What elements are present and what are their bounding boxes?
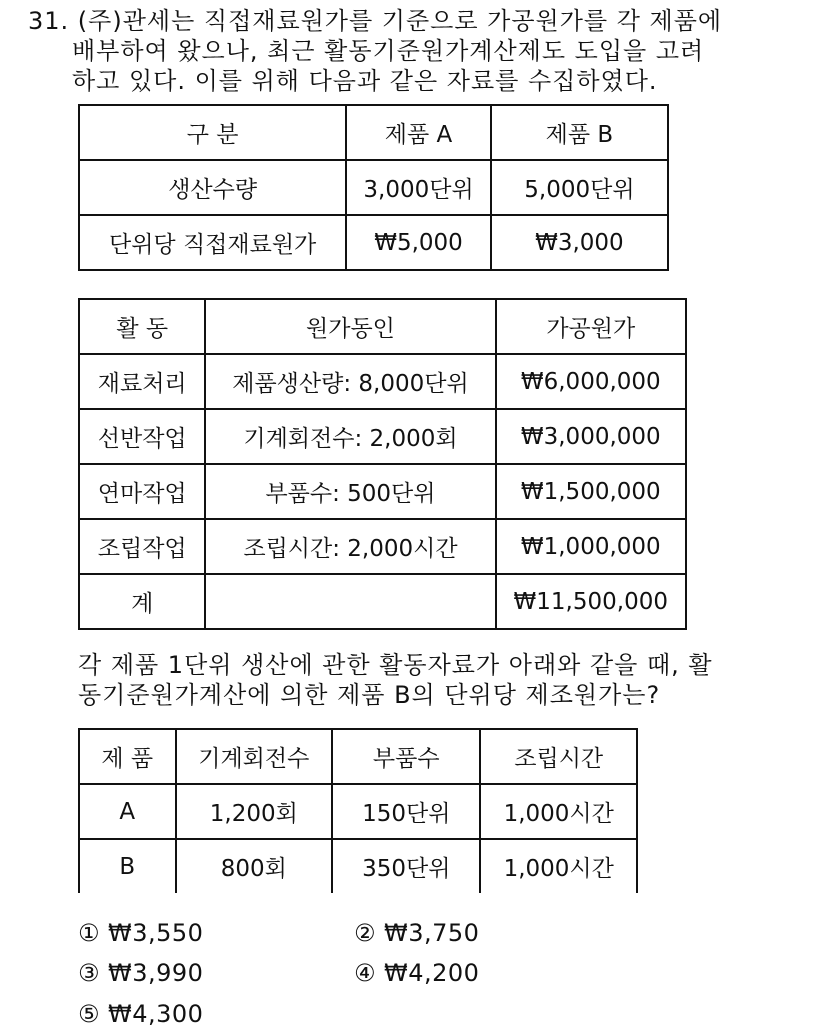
table-header-cell: 제품 A bbox=[346, 105, 491, 160]
table-cell: ₩1,500,000 bbox=[496, 464, 686, 519]
question-line-2: 배부하여 왔으나, 최근 활동기준원가계산제도 도입을 고려 bbox=[72, 37, 705, 65]
choice-text: ₩4,200 bbox=[384, 959, 480, 987]
table-row bbox=[79, 354, 686, 409]
table-cell: 계 bbox=[79, 574, 205, 629]
choice-marker: ③ bbox=[78, 959, 101, 987]
choice-text: ₩3,750 bbox=[384, 919, 480, 947]
table-cell: 조립작업 bbox=[79, 519, 205, 574]
table-cell: 5,000단위 bbox=[491, 160, 668, 215]
table-cell: 제품생산량: 8,000단위 bbox=[205, 354, 495, 409]
choice-marker: ① bbox=[78, 919, 101, 947]
table-row bbox=[79, 519, 686, 574]
table-cell: 1,200회 bbox=[176, 784, 333, 839]
choice-text: ₩4,300 bbox=[108, 1000, 204, 1028]
table-header-cell: 조립시간 bbox=[480, 729, 637, 784]
table-cell bbox=[205, 574, 495, 629]
table-header-row bbox=[79, 299, 686, 354]
table-header-cell: 부품수 bbox=[332, 729, 480, 784]
table-cell: ₩3,000,000 bbox=[496, 409, 686, 464]
table-header-row bbox=[79, 729, 637, 784]
table-cell: 조립시간: 2,000시간 bbox=[205, 519, 495, 574]
choice-text: ₩3,990 bbox=[108, 959, 204, 987]
table-cell: 부품수: 500단위 bbox=[205, 464, 495, 519]
choice-marker: ⑤ bbox=[78, 1000, 101, 1028]
table-header-cell: 가공원가 bbox=[496, 299, 686, 354]
table-header-cell: 구 분 bbox=[79, 105, 346, 160]
table-cell: ₩6,000,000 bbox=[496, 354, 686, 409]
table-cell: B bbox=[79, 839, 176, 893]
question-line-3: 하고 있다. 이를 위해 다음과 같은 자료를 수집하였다. bbox=[72, 67, 658, 95]
table-header-cell: 제품 B bbox=[491, 105, 668, 160]
table-row bbox=[79, 409, 686, 464]
table-total-row bbox=[79, 574, 686, 629]
prompt-line-2: 동기준원가계산에 의한 제품 B의 단위당 제조원가는? bbox=[78, 681, 661, 709]
table-cell: 3,000단위 bbox=[346, 160, 491, 215]
activity-cost-table bbox=[78, 298, 687, 630]
activity-usage-table bbox=[78, 728, 638, 893]
question-prompt bbox=[78, 650, 818, 710]
table-cell: 재료처리 bbox=[79, 354, 205, 409]
table-header-row bbox=[79, 105, 668, 160]
table-row bbox=[79, 215, 668, 270]
table-row bbox=[79, 784, 637, 839]
answer-choice-1[interactable] bbox=[78, 918, 203, 948]
table-header-cell: 활 동 bbox=[79, 299, 205, 354]
answer-choice-4[interactable] bbox=[354, 958, 479, 988]
table-cell: 800회 bbox=[176, 839, 333, 893]
table-cell: A bbox=[79, 784, 176, 839]
table-header-cell: 원가동인 bbox=[205, 299, 495, 354]
table-cell: 기계회전수: 2,000회 bbox=[205, 409, 495, 464]
table-cell: 1,000시간 bbox=[480, 784, 637, 839]
table-cell: 연마작업 bbox=[79, 464, 205, 519]
table-row bbox=[79, 160, 668, 215]
table-cell: 단위당 직접재료원가 bbox=[79, 215, 346, 270]
answer-choice-3[interactable] bbox=[78, 958, 203, 988]
table-cell: ₩11,500,000 bbox=[496, 574, 686, 629]
production-table bbox=[78, 104, 669, 271]
table-cell: 350단위 bbox=[332, 839, 480, 893]
table-row bbox=[79, 464, 686, 519]
table-cell: ₩1,000,000 bbox=[496, 519, 686, 574]
answer-choice-5[interactable] bbox=[78, 999, 203, 1029]
choice-marker: ④ bbox=[354, 959, 377, 987]
table-cell: 선반작업 bbox=[79, 409, 205, 464]
table-header-cell: 제 품 bbox=[79, 729, 176, 784]
table-cell: 150단위 bbox=[332, 784, 480, 839]
table-cell: ₩3,000 bbox=[491, 215, 668, 270]
table-cell: ₩5,000 bbox=[346, 215, 491, 270]
question-text bbox=[28, 6, 818, 96]
table-cell: 1,000시간 bbox=[480, 839, 637, 893]
table-cell: 생산수량 bbox=[79, 160, 346, 215]
choice-marker: ② bbox=[354, 919, 377, 947]
choice-text: ₩3,550 bbox=[108, 919, 204, 947]
question-line-1: 31. (주)관세는 직접재료원가를 기준으로 가공원가를 각 제품에 bbox=[28, 7, 723, 35]
prompt-line-1: 각 제품 1단위 생산에 관한 활동자료가 아래와 같을 때, 활 bbox=[78, 651, 713, 679]
table-row bbox=[79, 839, 637, 893]
answer-choice-2[interactable] bbox=[354, 918, 479, 948]
table-header-cell: 기계회전수 bbox=[176, 729, 333, 784]
